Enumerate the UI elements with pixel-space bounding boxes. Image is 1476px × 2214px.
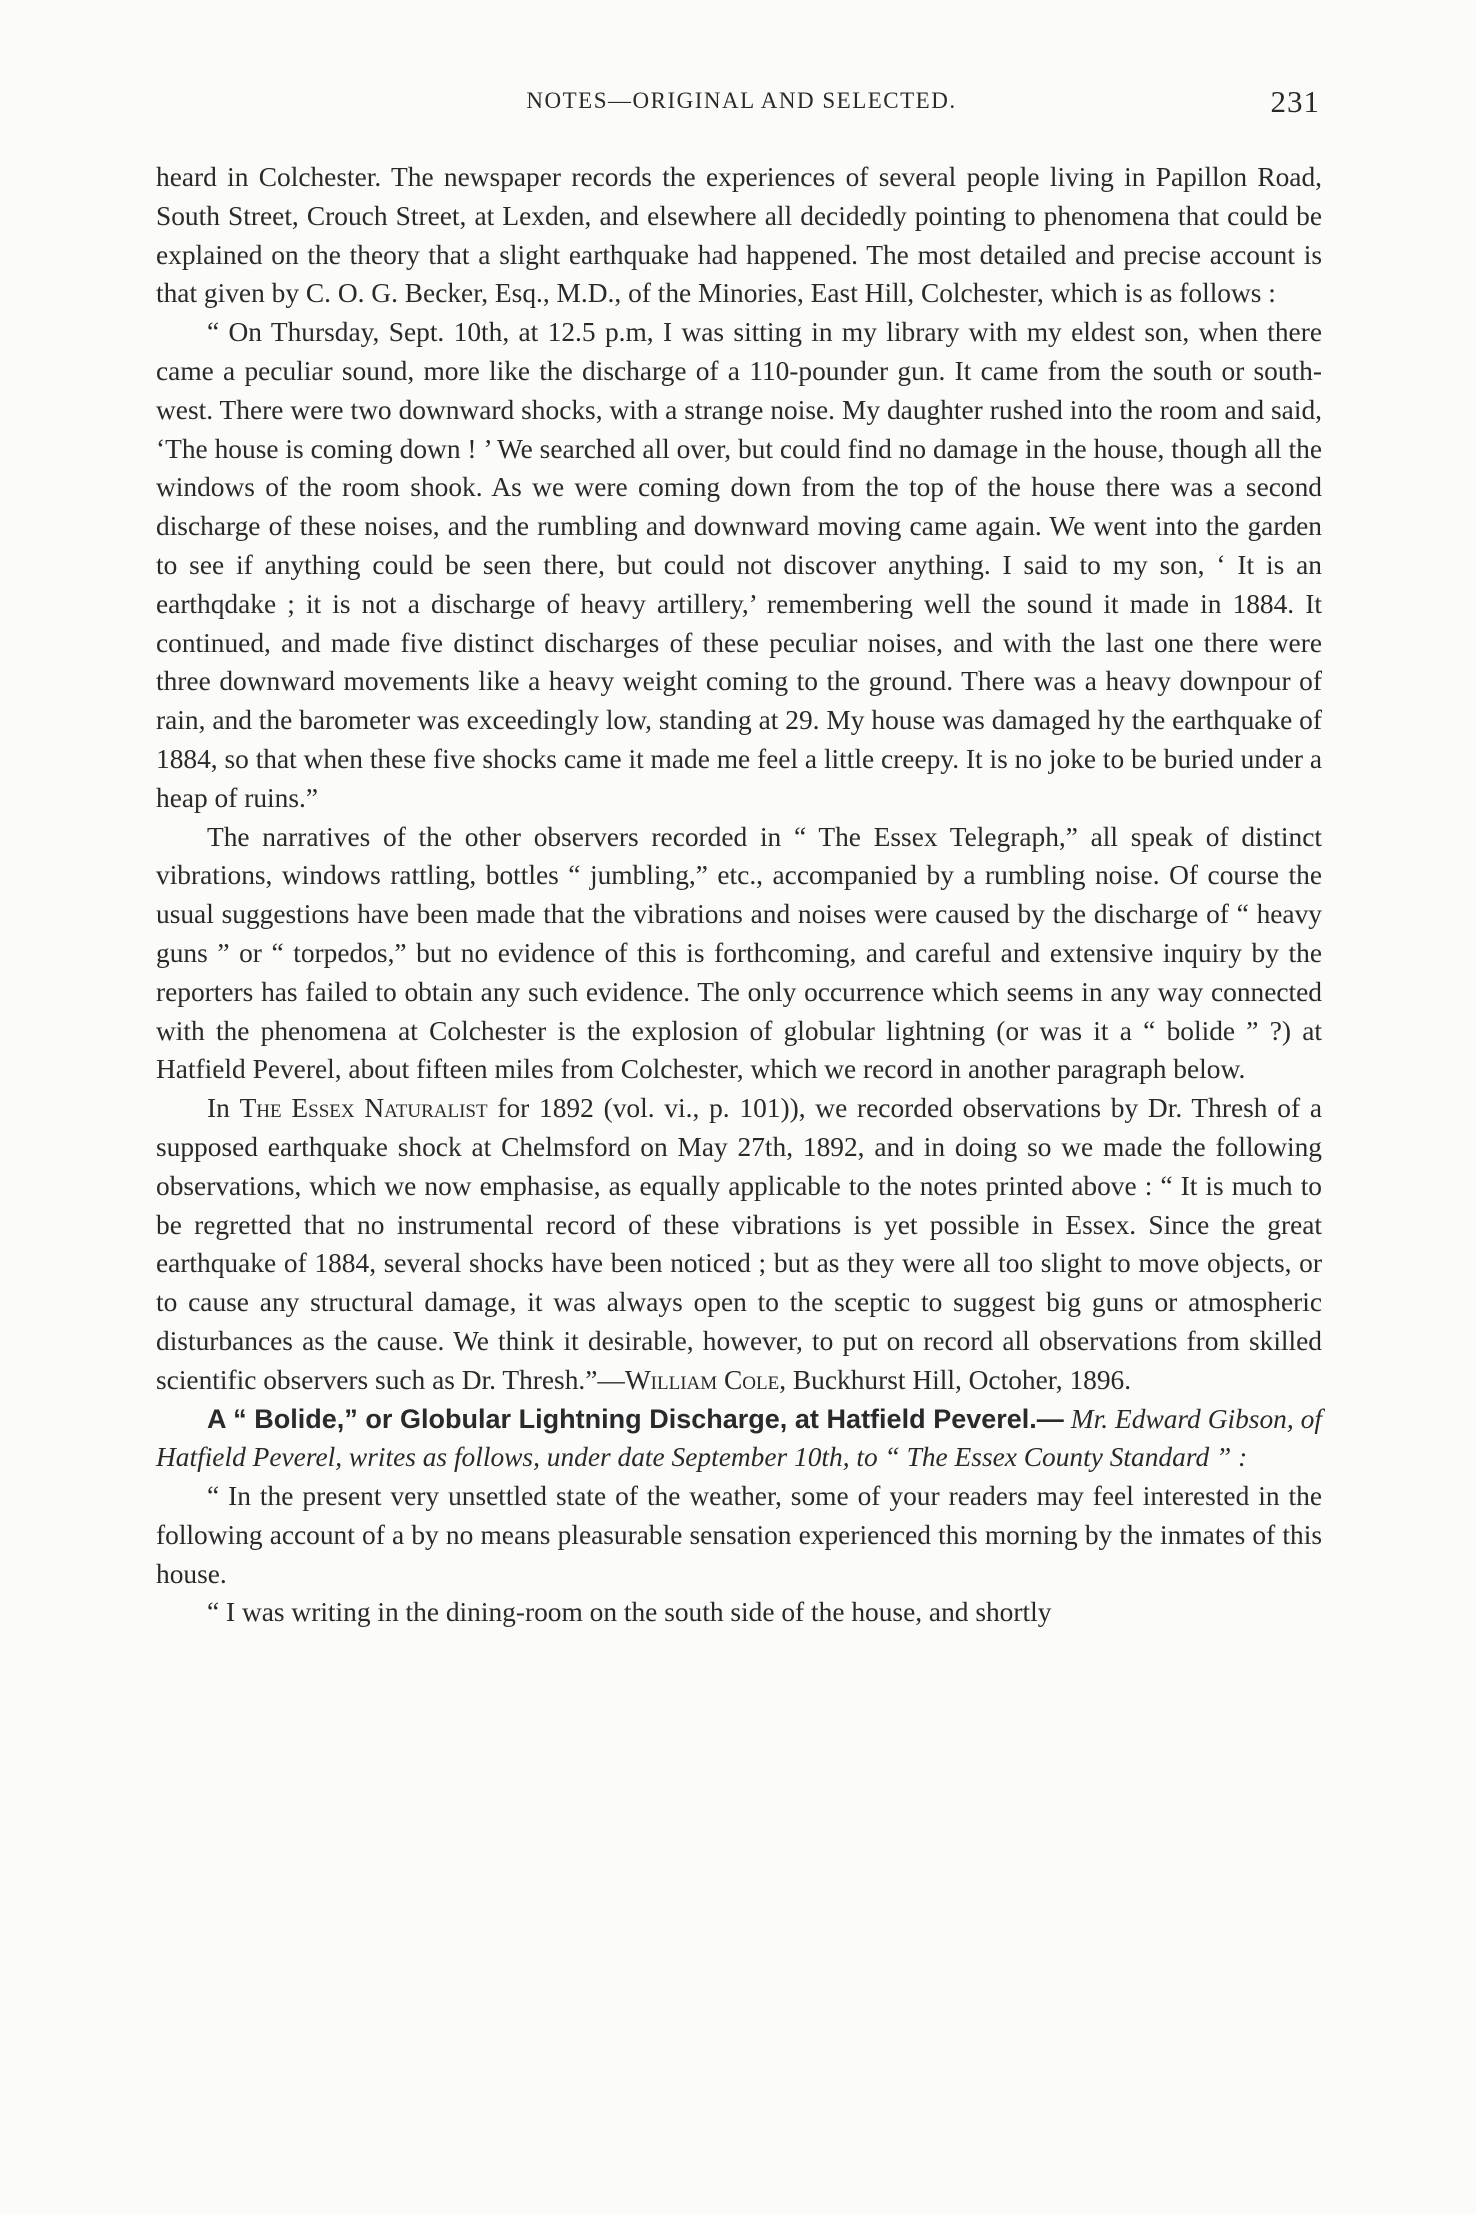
- paragraph-continued: heard in Colchester. The newspaper records the experiences of several people living in Papillon Road, South Street, Crouch Street, at Lexden, and elsewhere all decidedly pointing to phenomena that could be explained on the theory that a slight earthquake had happened. The most detailed and precise account is that given by C. O. G. Becker, Esq., M.D., of the Minories, East Hill, Colchester, which is as follows :: [156, 162, 1322, 309]
- paragraph-gibson-quote-2: “ I was writing in the dining-room on the south side of the house, and shortly: [207, 1597, 1052, 1628]
- paragraph-bolide: [156, 1400, 1322, 1478]
- running-header: [163, 84, 1320, 124]
- body-text: [156, 158, 1322, 1632]
- author-name: William Cole: [624, 1364, 780, 1395]
- paragraph-other-observers: The narratives of the other observers recorded in “ The Essex Telegraph,” all speak of distinct vibrations, windows rattling, bottles “ jumbling,” etc., accompanied by a rumbling noise. Of course the usual suggestions have been made that the vibrations and noises were caused by the discharge of “ heavy guns ” or “ torpedos,” but no evidence of this is forthcoming, and careful and extensive inquiry by the reporters has failed to obtain any such evidence. The only occurrence which seems in any way connected with the phenomena at Colchester is the explosion of globular lightning (or was it a “ bolide ” ?) at Hatfield Peverel, about fifteen miles from Colchester, which we record in another paragraph below.: [156, 821, 1322, 1085]
- journal-title: The Essex Naturalist: [239, 1093, 488, 1124]
- paragraph-becker-quote: “ On Thursday, Sept. 10th, at 12.5 p.m, I was sitting in my library with my eldest son, when there came a peculiar sound, more like the discharge of a 110-pounder gun. It came from the south or south-west. There were two downward shocks, with a strange noise. My daughter rushed into the room and said, ‘The house is coming down ! ’ We searched all over, but could find no damage in the house, though all the windows of the room shook. As we were coming down from the top of the house there was a second discharge of these noises, and the rumbling and downward moving came again. We went into the garden to see if anything could be seen there, but could not discover anything. I said to my son, ‘ It is an earthqdake ; it is not a discharge of heavy artillery,’ remembering well the sound it made in 1884. It continued, and made five distinct discharges of these peculiar noises, and with the last one there were three downward movements like a heavy weight coming to the ground. There was a heavy downpour of rain, and the barometer was exceedingly low, standing at 29. My house was damaged hy the earthquake of 1884, so that when these five shocks came it made me feel a little creepy. It is no joke to be buried under a heap of ruins.”: [156, 317, 1322, 813]
- paragraph-lead-text: In: [207, 1093, 240, 1124]
- paragraph-middle-text: for 1892 (vol. vi., p. 101)), we recorded observations by Dr. Thresh of a supposed earthquake shock at Chelmsford on May 27th, 1892, and in doing so we made the following observations, which we now emphasise, as equally applicable to the notes printed above : “ It is much to be regretted that no instrumental record of these vibrations is yet possible in Essex. Since the great earthquake of 1884, several shocks have been noticed ; but as they were all too slight to move objects, or to cause any structural damage, it was always open to the sceptic to suggest big guns or atmospheric disturbances as the cause. We think it desirable, however, to put on record all observations from skilled scientific observers such as Dr. Thresh.”—: [156, 1093, 1322, 1395]
- paragraph-gibson-quote-1: “ In the present very unsettled state of the weather, some of your readers may feel interested in the following account of a by no means pleasurable sensation experienced this morning by the inmates of this house.: [156, 1481, 1322, 1589]
- paragraph-tail-text: , Buckhurst Hill, Octoher, 1896.: [779, 1364, 1132, 1395]
- section-heading: A “ Bolide,” or Globular Lightning Discharge, at Hatfield Peverel.—: [207, 1403, 1064, 1434]
- page-number: 231: [1270, 84, 1320, 119]
- section-intro: Mr. Edward Gibson, of Hatfield Peverel, writes as follows, under date September 10th, to “ The Essex County Standard ” :: [156, 1403, 1322, 1473]
- running-title: NOTES—ORIGINAL AND SELECTED.: [526, 88, 957, 113]
- paragraph-essex-naturalist: [156, 1089, 1322, 1399]
